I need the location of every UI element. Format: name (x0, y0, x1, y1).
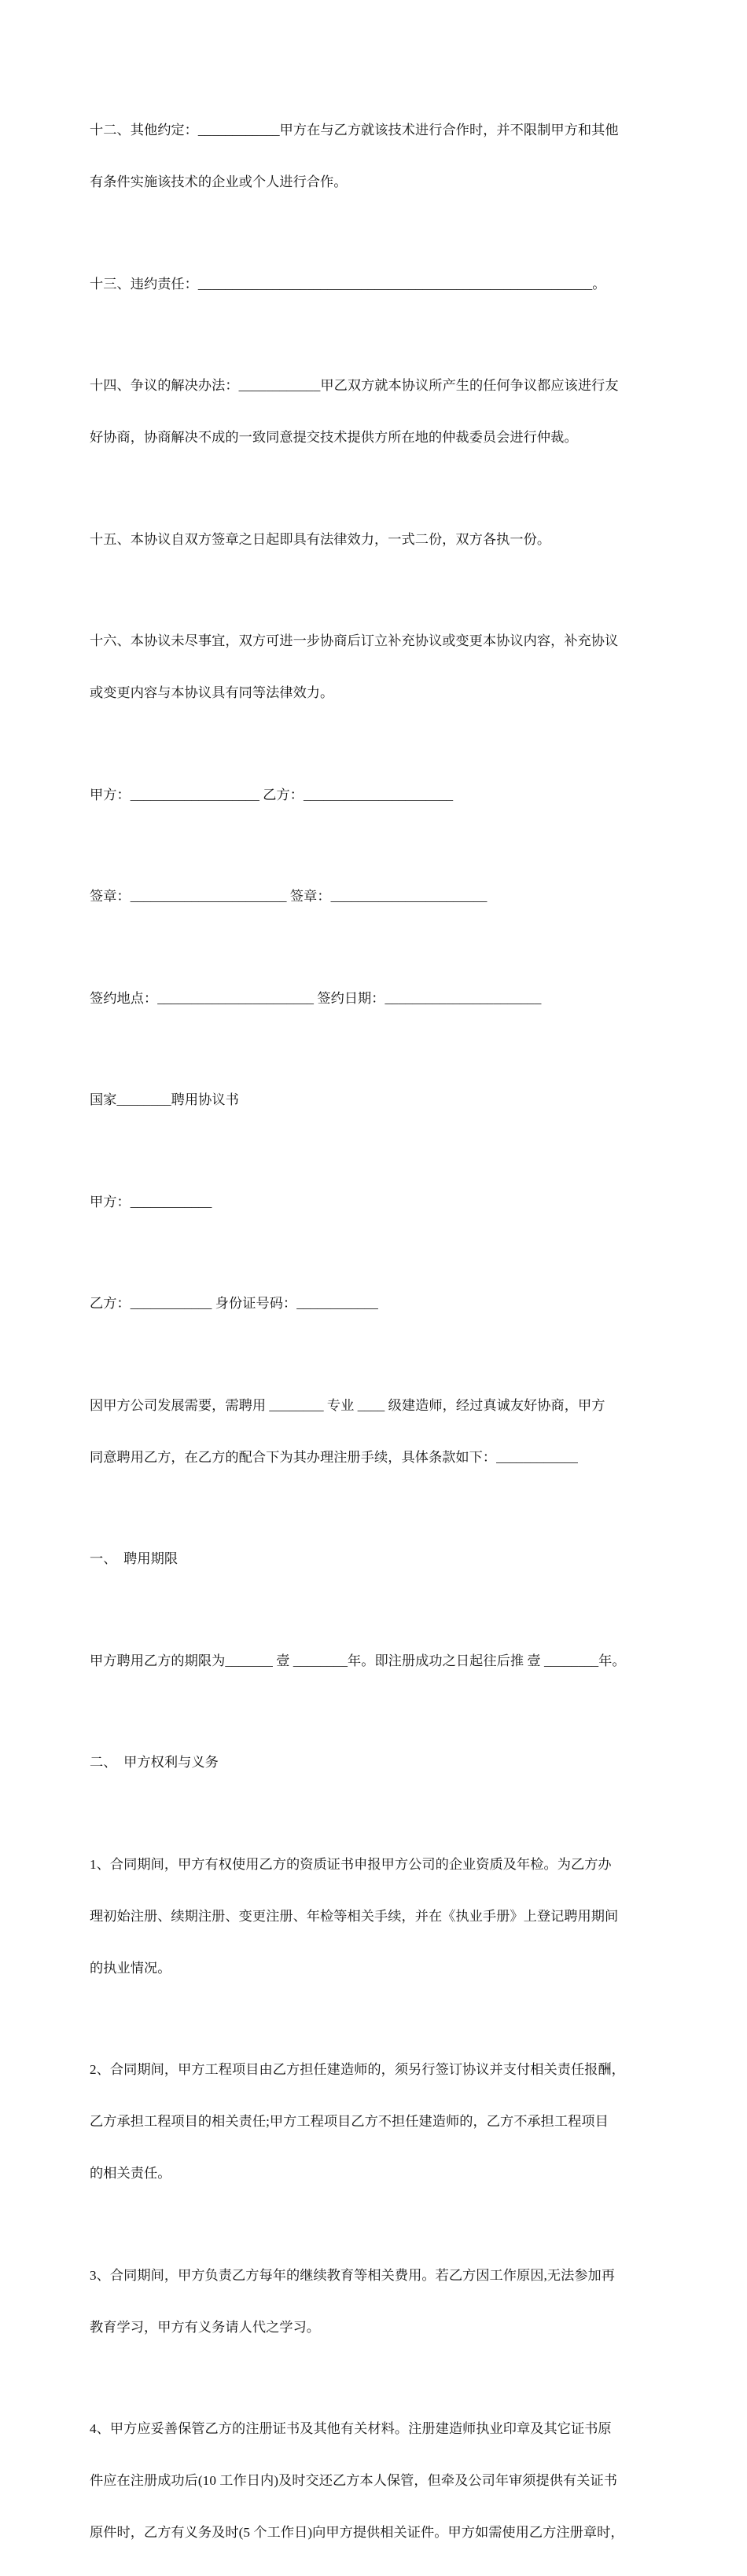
text-line: 原件时，乙方有义务及时(5 个工作日)向甲方提供相关证件。甲方如需使用乙方注册章时， (90, 2525, 624, 2540)
text-line: 十二、其他约定：____________甲方在与乙方就该技术进行合作时，并不限制甲方和其他 (90, 123, 619, 138)
party-b-line (90, 1260, 662, 1347)
text-line: 签章：_______________________ 签章：_______________________ (90, 889, 488, 904)
text-line: 一、 聘用期限 (90, 1551, 178, 1566)
text-line: 2、合同期间，甲方工程项目由乙方担任建造师的，须另行签订协议并支付相关责任报酬， (90, 2062, 625, 2077)
rights-item-3 (90, 2233, 662, 2371)
text-line: 理初始注册、续期注册、变更注册、年检等相关手续，并在《执业手册》上登记聘用期间 (90, 1908, 619, 1924)
text-line: 教育学习，甲方有义务请人代之学习。 (90, 2319, 321, 2335)
agreement-title (90, 1057, 662, 1143)
text-line: 甲方：____________ (90, 1194, 212, 1209)
text-line: 国家________聘用协议书 (90, 1092, 239, 1107)
text-line: 有条件实施该技术的企业或个人进行合作。 (90, 174, 348, 189)
text-line: 的执业情况。 (90, 1960, 171, 1976)
text-line: 甲方：___________________ 乙方：______________________ (90, 787, 454, 802)
text-line: 1、合同期间，甲方有权使用乙方的资质证书申报甲方公司的企业资质及年检。为乙方办 (90, 1856, 612, 1872)
paragraph-clause-14 (90, 343, 662, 481)
text-line: 乙方承担工程项目的相关责任;甲方工程项目乙方不担任建造师的，乙方不承担工程项目 (90, 2114, 609, 2129)
text-line: 好协商，协商解决不成的一致同意提交技术提供方所在地的仲裁委员会进行仲裁。 (90, 430, 578, 445)
preamble-paragraph (90, 1363, 662, 1501)
rights-item-2 (90, 2027, 662, 2217)
rights-item-4 (90, 2386, 662, 2576)
rights-item-1 (90, 1822, 662, 2012)
paragraph-clause-16 (90, 598, 662, 736)
text-line: 二、 甲方权利与义务 (90, 1755, 219, 1770)
text-line: 的相关责任。 (90, 2166, 171, 2181)
signature-parties-line (90, 752, 662, 838)
text-line: 签约地点：_______________________ 签约日期：_______________________ (90, 990, 542, 1006)
paragraph-clause-13 (90, 241, 662, 328)
text-line: 或变更内容与本协议具有同等法律效力。 (90, 685, 334, 700)
text-line: 3、合同期间，甲方负责乙方每年的继续教育等相关费用。若乙方因工作原因,无法参加再 (90, 2267, 616, 2283)
text-line: 十五、本协议自双方签章之日起即具有法律效力，一式二份，双方各执一份。 (90, 531, 551, 547)
text-line: 4、甲方应妥善保管乙方的注册证书及其他有关材料。注册建造师执业印章及其它证书原 (90, 2421, 612, 2436)
text-line: 同意聘用乙方，在乙方的配合下为其办理注册手续，具体条款如下：____________ (90, 1449, 578, 1465)
section-heading-term (90, 1516, 662, 1602)
text-line: 乙方：____________ 身份证号码：____________ (90, 1296, 378, 1311)
paragraph-clause-15 (90, 497, 662, 583)
signing-place-date-line (90, 956, 662, 1042)
term-paragraph (90, 1618, 662, 1704)
signature-seal-line (90, 853, 662, 940)
text-line: 十三、违约责任：__________________________________________________________。 (90, 276, 606, 292)
section-heading-rights (90, 1719, 662, 1806)
text-line: 因甲方公司发展需要，需聘用 ________ 专业 ____ 级建造师，经过真诚友好协商，甲方 (90, 1397, 605, 1413)
text-line: 十六、本协议未尽事宜，双方可进一步协商后订立补充协议或变更本协议内容，补充协议 (90, 633, 619, 648)
party-a-line (90, 1159, 662, 1246)
paragraph-clause-12 (90, 87, 662, 226)
text-line: 甲方聘用乙方的期限为_______ 壹 ________年。即注册成功之日起往后推 壹 ________年。 (90, 1653, 626, 1668)
text-line: 十四、争议的解决办法：____________甲乙双方就本协议所产生的任何争议都应该进行友 (90, 378, 619, 393)
text-line: 件应在注册成功后(10 工作日内)及时交还乙方本人保管，但牵及公司年审须提供有关证书 (90, 2473, 617, 2488)
